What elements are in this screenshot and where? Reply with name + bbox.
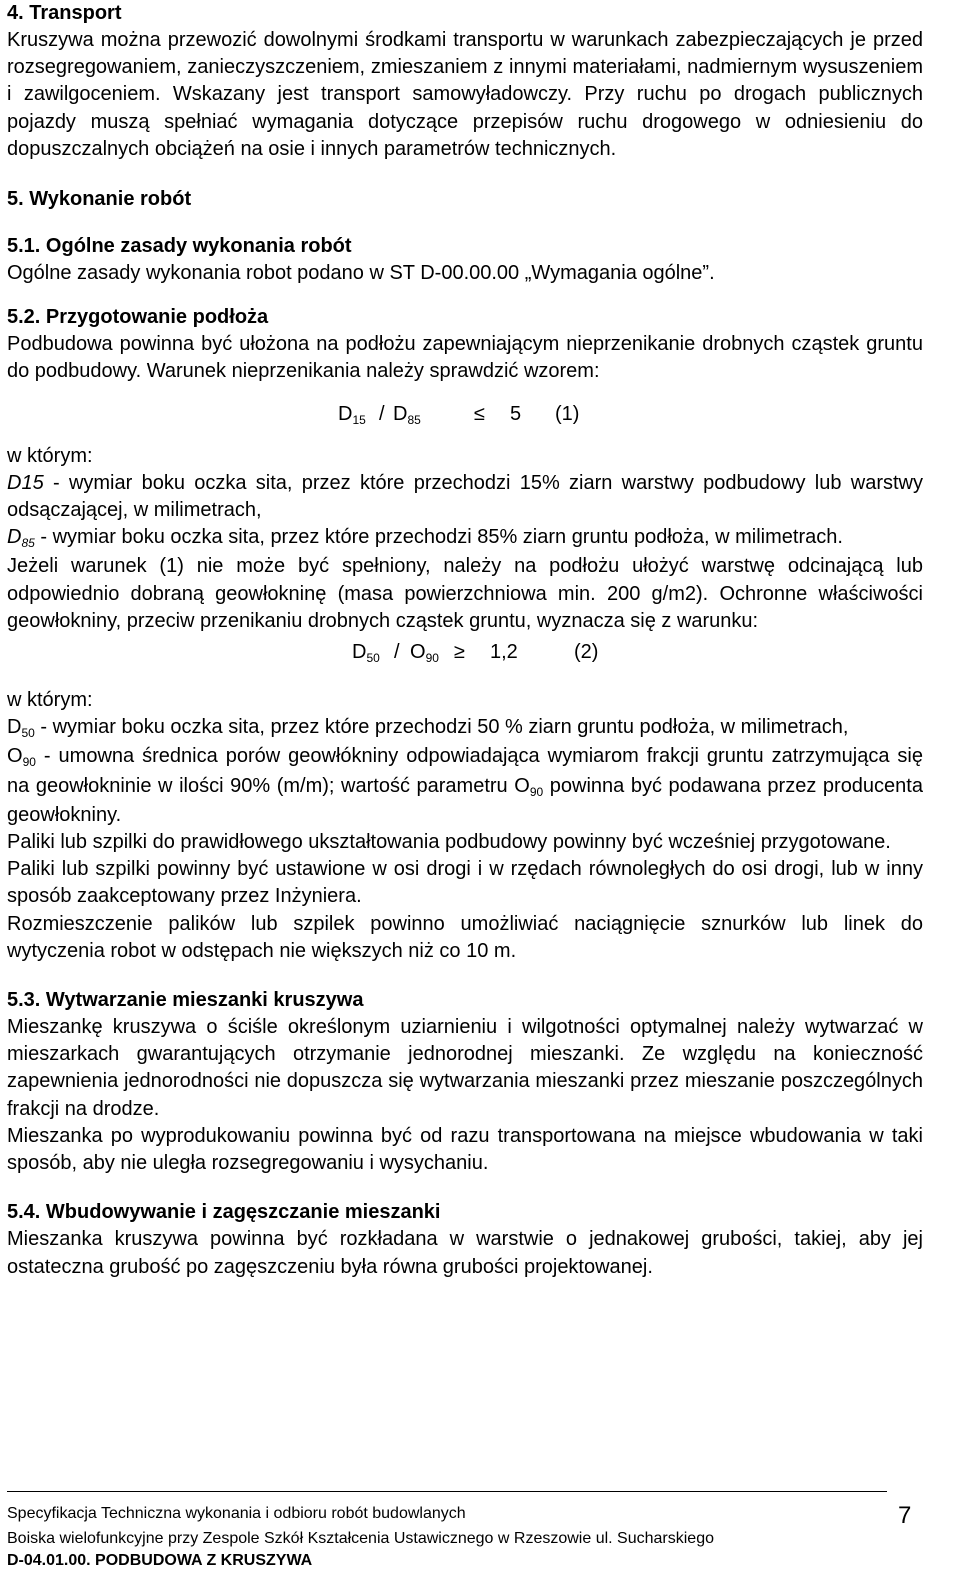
d85-definition xyxy=(7,524,923,553)
footer-divider xyxy=(7,1491,887,1492)
o90-sub-2: 90 xyxy=(529,784,544,799)
condition-text: Jeżeli warunek (1) nie może być spełniony, należy na podłożu ułożyć warstwę odcinającą lub odpowiednio dobraną geowłokninę (masa powierzchniowa min. 200 g/m2). Ochronne właściwości geowłokniny, przeciw przenikaniu drobnych cząstek gruntu, wyznacza się z warunku: xyxy=(7,555,923,632)
d15-text: - wymiar boku oczka sita, przez które przechodzi 15% ziarn warstwy podbudowy lub warstwy odsączającej, w milimetrach, xyxy=(7,471,923,522)
section-5-4-body: Mieszanka kruszywa powinna być rozkładana w warstwie o jednakowej grubości, takiej, aby jej ostateczna grubość po zagęszczeniu była równa grubości projektowanej. xyxy=(7,1228,923,1278)
formula-1-slash: / xyxy=(379,402,385,425)
footer-line-3: D-04.01.00. PODBUDOWA Z KRUSZYWA xyxy=(7,1552,313,1569)
footer-line-2: Boiska wielofunkcyjne przy Zespole Szkół Kształcenia Ustawicznego w Rzeszowie ul. Sucharskiego xyxy=(7,1530,714,1547)
footer-line-1: Specyfikacja Techniczna wykonania i odbioru robót budowlanych xyxy=(7,1505,466,1522)
d15-definition xyxy=(7,470,923,524)
formula-1 xyxy=(7,403,923,433)
formula-2-denominator: $O_{90}$ xyxy=(410,641,439,666)
formula-1-denominator: $D_{85}$ xyxy=(393,402,421,427)
d50-label: $D_{50}$ xyxy=(7,716,35,741)
d85-label: $D_{85}$ xyxy=(7,526,35,551)
document-page xyxy=(7,0,923,1281)
section-5-1-body: Ogólne zasady wykonania robot podano w ST D-00.00.00 „Wymagania ogólne”. xyxy=(7,262,715,285)
where-label-2: w którym: xyxy=(7,689,93,712)
page-number: 7 xyxy=(898,1502,912,1529)
o90-definition xyxy=(7,743,923,829)
formula-2-slash: / xyxy=(394,641,400,664)
pegs-paragraph-2: Paliki lub szpilki powinny być ustawione w osi drogi i w rzędach równoległych do osi drogi, lub w inny sposób zaakceptowany przez Inżyniera. xyxy=(7,858,923,908)
section-5-3-heading: 5.3. Wytwarzanie mieszanki kruszywa xyxy=(7,989,364,1012)
pegs-paragraph-3: Rozmieszczenie palików lub szpilek powinno umożliwiać naciągnięcie sznurków lub linek do wytyczenia robot w odstępach nie większych niż co 10 m. xyxy=(7,912,923,962)
section-5-3-body-2: Mieszanka po wyprodukowaniu powinna być od razu transportowana na miejsce wbudowania w taki sposób, aby nie uległa rozsegregowaniu i wysychaniu. xyxy=(7,1124,923,1175)
section-4-heading: 4. Transport xyxy=(7,2,122,24)
o90-label: $O_{90}$ xyxy=(7,745,36,770)
section-5-2-heading: 5.2. Przygotowanie podłoża xyxy=(7,306,269,329)
formula-2-value: 1,2 xyxy=(490,641,518,664)
formula-1-numerator: $D_{15}$ xyxy=(338,402,366,427)
o90-text-1: - umowna średnica porów geowłókniny odpowiadająca wymiarom frakcji gruntu zatrzymująca się na geowłokninie w ilości 90% (m/m); wartość parametru O xyxy=(7,745,923,797)
section-5-1-heading: 5.1. Ogólne zasady wykonania robót xyxy=(7,235,352,258)
section-5-heading: 5. Wykonanie robót xyxy=(7,188,192,211)
formula-2-symbol: ≥ xyxy=(454,641,465,664)
section-4-body: Kruszywa można przewozić dowolnymi środkami transportu w warunkach zabezpieczających je przed rozsegregowaniem, zanieczyszczeniem, zmieszaniem z innymi materiałami, nadmiernym wysuszeniem i zawilgoceniem. Wskazany jest transport samowyładowczy. Przy ruchu po drogach publicznych pojazdy muszą spełniać wymagania dotyczące przepisów ruchu drogowego w odniesieniu do dopuszczalnych obciążeń na osie i innych parametrów technicznych. xyxy=(7,29,923,160)
pegs-paragraph-1: Paliki lub szpilki do prawidłowego ukształtowania podbudowy powinny być wcześniej przygotowane. xyxy=(7,831,891,854)
formula-1-ref: (1) xyxy=(555,402,580,425)
section-5-4-heading: 5.4. Wbudowywanie i zagęszczanie mieszanki xyxy=(7,1201,441,1224)
where-label-1: w którym: xyxy=(7,444,93,467)
d50-text: - wymiar boku oczka sita, przez które przechodzi 50 % ziarn gruntu podłoża, w milimetrach, xyxy=(34,716,849,739)
formula-1-value: 5 xyxy=(510,402,522,425)
d50-definition xyxy=(7,714,923,743)
d85-text: - wymiar boku oczka sita, przez które przechodzi 85% ziarn gruntu podłoża, w milimetrach. xyxy=(34,526,843,549)
formula-2-ref: (2) xyxy=(574,641,599,664)
formula-1-symbol: ≤ xyxy=(474,402,485,425)
formula-2-numerator: $D_{50}$ xyxy=(352,641,380,666)
section-5-2-body: Podbudowa powinna być ułożona na podłożu zapewniającym nieprzenikanie drobnych cząstek gruntu do podbudowy. Warunek nieprzenikania należy sprawdzić wzorem: xyxy=(7,333,923,383)
formula-2 xyxy=(7,641,923,671)
o90-text-2: powinna być podawana przez producenta geowłokniny. xyxy=(7,774,923,826)
section-5-3-body-1: Mieszankę kruszywa o ściśle określonym uziarnieniu i wilgotności optymalnej należy wytwarzać w mieszarkach gwarantujących otrzymanie jednorodnej mieszanki. Ze względu na konieczność zapewnienia jednorodności nie dopuszcza się wytwarzania mieszanki przez mieszanie poszczególnych frakcji na drodze. xyxy=(7,1016,923,1120)
d15-label: D15 xyxy=(7,471,44,494)
